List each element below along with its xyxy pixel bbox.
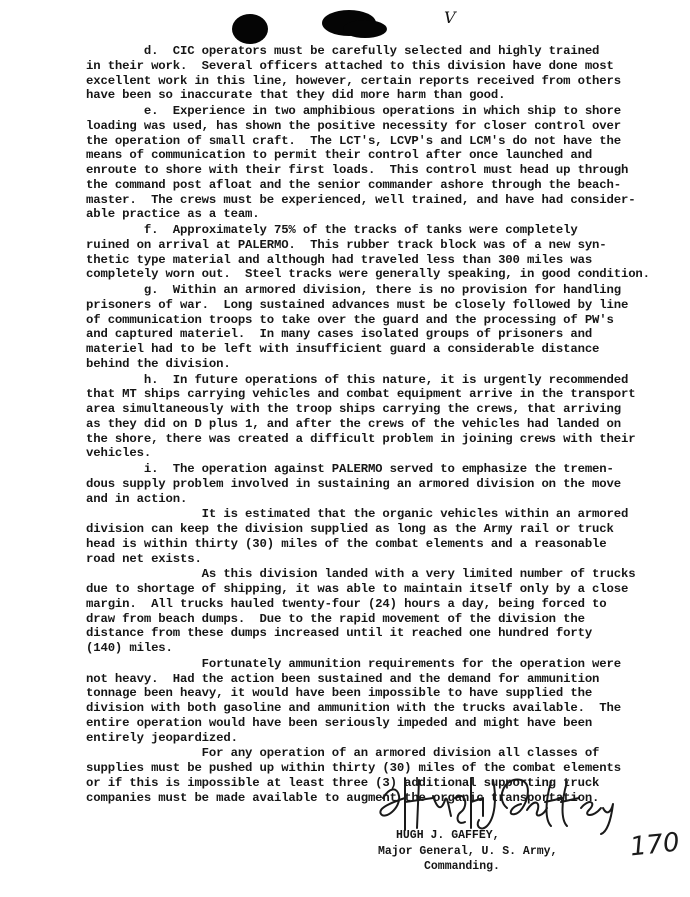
text-line: supplies must be pushed up within thirty (30) miles of the combat elements: [86, 761, 621, 775]
text-line: It is estimated that the organic vehicles within an armored: [86, 507, 629, 522]
text-line: vehicles.: [86, 446, 152, 461]
text-line: the operation of small craft. The LCT's, LCVP's and LCM's do not have the: [86, 133, 621, 148]
text-line: materiel had to be left with insufficient guard a considerable distance: [86, 342, 600, 356]
text-line: companies must be made available to augment the organic transportation.: [86, 790, 600, 805]
text-line: in their work. Several officers attached to this division have done most: [86, 58, 614, 73]
text-line: margin. All trucks hauled twenty-four (24) hours a day, being forced to: [86, 596, 607, 611]
text-line: excellent work in this line, however, certain reports received from others: [86, 73, 621, 88]
text-line: d. CIC operators must be carefully selected and highly trained: [86, 44, 600, 58]
text-line: and in action.: [86, 491, 188, 506]
text-line: due to shortage of shipping, it was able to maintain itself only by a close: [86, 582, 629, 596]
text-line: i. The operation against PALERMO served to emphasize the tremen-: [86, 462, 614, 476]
text-line: entire operation would have been seriously impeded and might have been: [86, 715, 593, 730]
text-line: ruined on arrival at PALERMO. This rubber track block was of a new syn-: [86, 237, 607, 252]
text-line: dous supply problem involved in sustaining an armored division on the move: [86, 476, 621, 491]
text-line: the shore, there was created a difficult problem in joining crews with their: [86, 431, 636, 446]
handwritten-check-mark: V: [444, 8, 456, 27]
text-line: As this division landed with a very limited number of trucks: [86, 567, 636, 582]
text-line: and captured materiel. In many cases isolated groups of prisoners and: [86, 327, 593, 342]
text-line: not heavy. Had the action been sustained and the demand for ammunition: [86, 671, 600, 686]
text-line: thetic type material and although had traveled less than 300 miles was: [86, 252, 593, 267]
text-line: behind the division.: [86, 356, 231, 371]
text-line: area simultaneously with the troop ships carrying the crews, that arriving: [86, 402, 621, 416]
text-line: distance from these dumps increased until it reached one hundred forty: [86, 626, 593, 641]
text-line: that MT ships carrying vehicles and combat equipment arrive in the transport: [86, 387, 636, 402]
text-line: the command post afloat and the senior commander ashore through the beach-: [86, 177, 621, 192]
signer-rank: Major General, U. S. Army,: [378, 845, 558, 858]
signer-title: Commanding.: [424, 860, 500, 873]
text-line: division can keep the division supplied as long as the Army rail or truck: [86, 522, 614, 536]
text-line: h. In future operations of this nature, it is urgently recommended: [86, 372, 629, 387]
text-line: as they did on D plus 1, and after the crews of the vehicles had landed on: [86, 416, 621, 431]
text-line: master. The crews must be experienced, well trained, and have had consider-: [86, 192, 636, 207]
text-line: enroute to shore with their first loads. This control must head up through: [86, 163, 629, 177]
handwritten-signature: [375, 768, 620, 838]
text-line: have been so inaccurate that they did more harm than good.: [86, 88, 506, 103]
text-line: f. Approximately 75% of the tracks of tanks were completely: [86, 223, 578, 237]
text-line: tonnage been heavy, it would have been impossible to have supplied the: [86, 686, 593, 701]
text-line: g. Within an armored division, there is no provision for handling: [86, 283, 621, 297]
text-line: division with both gasoline and ammunition with the trucks available. The: [86, 701, 621, 715]
text-line: head is within thirty (30) miles of the combat elements and a reasonable: [86, 536, 607, 551]
page-number: 170: [628, 827, 682, 863]
text-line: able practice as a team.: [86, 207, 260, 222]
text-line: loading was used, has shown the positive necessity for closer control over: [86, 118, 621, 133]
text-line: means of communication to permit their control after once launched and: [86, 148, 593, 163]
text-line: of communication troops to take over the guard and the processing of PW's: [86, 312, 614, 327]
signer-name: HUGH J. GAFFEY,: [396, 829, 500, 842]
text-line: entirely jeopardized.: [86, 730, 238, 745]
redaction-blot: [232, 14, 268, 44]
redaction-blot: [343, 20, 387, 38]
text-line: (140) miles.: [86, 641, 173, 655]
text-line: road net exists.: [86, 551, 202, 566]
text-line: draw from beach dumps. Due to the rapid movement of the division the: [86, 611, 585, 626]
text-line: or if this is impossible at least three (3) additional supporting truck: [86, 775, 600, 790]
text-line: prisoners of war. Long sustained advances must be closely followed by line: [86, 297, 629, 312]
text-line: For any operation of an armored division all classes of: [86, 746, 600, 761]
text-line: Fortunately ammunition requirements for the operation were: [86, 656, 621, 671]
text-line: completely worn out. Steel tracks were generally speaking, in good condition.: [86, 267, 650, 282]
text-line: e. Experience in two amphibious operations in which ship to shore: [86, 104, 621, 118]
